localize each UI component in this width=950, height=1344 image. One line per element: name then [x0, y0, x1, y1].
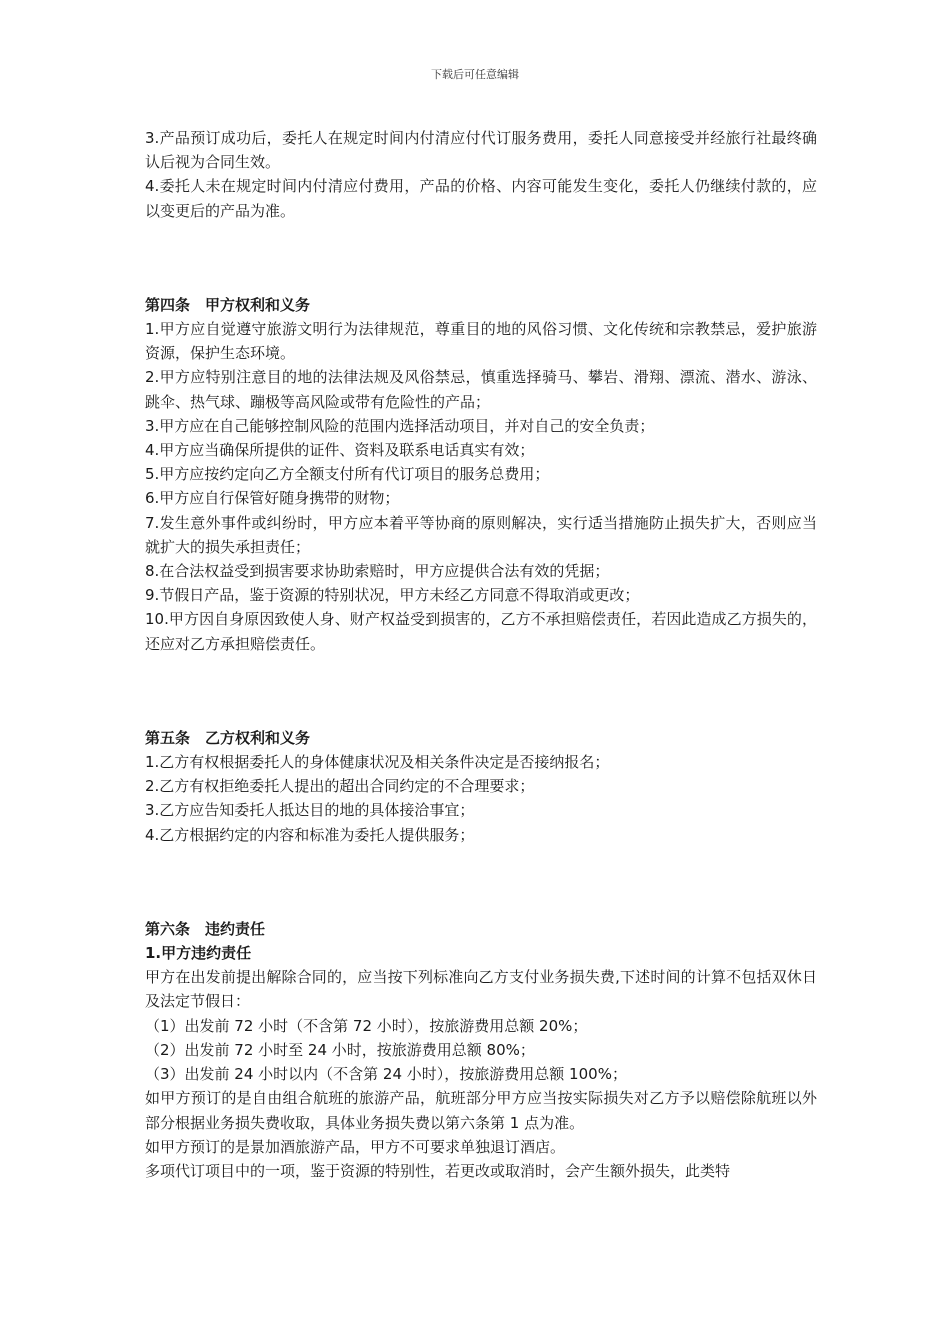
spacer [145, 223, 817, 293]
section-6-title: 第六条 违约责任 [145, 919, 266, 938]
document-body [145, 126, 817, 1183]
page-header-note: 下载后可任意编辑 [431, 68, 519, 81]
paragraph-3-3: 3.产品预订成功后，委托人在规定时间内付清应付代订服务费用，委托人同意接受并经旅行社最终确认后视为合同生效。 [145, 129, 817, 172]
section-4-item-5: 5.甲方应按约定向乙方全额支付所有代订项目的服务总费用； [145, 465, 550, 484]
section-6-item-3: （2）出发前 72 小时至 24 小时，按旅游费用总额 80%； [145, 1040, 535, 1059]
section-6-item-2: （1）出发前 72 小时（不含第 72 小时），按旅游费用总额 20%； [145, 1016, 588, 1035]
section-4-item-1: 1.甲方应自觉遵守旅游文明行为法律规范，尊重目的地的风俗习惯、文化传统和宗教禁忌，爱护旅游资源，保护生态环境。 [145, 320, 817, 363]
section-4-item-10: 10.甲方因自身原因致使人身、财产权益受到损害的，乙方不承担赔偿责任，若因此造成乙方损失的，还应对乙方承担赔偿责任。 [145, 610, 817, 653]
spacer [145, 847, 817, 917]
section-6-item-7: 多项代订项目中的一项，鉴于资源的特别性，若更改或取消时，会产生额外损失，此类特 [145, 1161, 731, 1180]
paragraph-3-4: 4.委托人未在规定时间内付清应付费用，产品的价格、内容可能发生变化，委托人仍继续付款的，应以变更后的产品为准。 [145, 177, 817, 220]
section-6-item-5: 如甲方预订的是自由组合航班的旅游产品，航班部分甲方应当按实际损失对乙方予以赔偿除航班以外部分根据业务损失费收取，具体业务损失费以第六条第 1 点为准。 [145, 1089, 817, 1132]
spacer [145, 656, 817, 726]
section-6-subtitle: 1.甲方违约责任 [145, 944, 252, 963]
section-6-item-4: （3）出发前 24 小时以内（不含第 24 小时），按旅游费用总额 100%； [145, 1065, 627, 1084]
section-5-item-4: 4.乙方根据约定的内容和标准为委托人提供服务； [145, 825, 475, 844]
section-6-item-6: 如甲方预订的是景加酒旅游产品，甲方不可要求单独退订酒店。 [145, 1137, 566, 1156]
section-6-item-1: 甲方在出发前提出解除合同的，应当按下列标准向乙方支付业务损失费,下述时间的计算不包括双休日及法定节假日： [145, 968, 817, 1011]
section-5-title: 第五条 乙方权利和义务 [145, 728, 311, 747]
section-4-item-9: 9.节假日产品，鉴于资源的特别状况，甲方未经乙方同意不得取消或更改； [145, 586, 640, 605]
section-4-item-7: 7.发生意外事件或纠纷时，甲方应本着平等协商的原则解决，实行适当措施防止损失扩大，否则应当就扩大的损失承担责任； [145, 513, 817, 556]
section-5-item-1: 1.乙方有权根据委托人的身体健康状况及相关条件决定是否接纳报名； [145, 753, 610, 772]
section-4-item-8: 8.在合法权益受到损害要求协助索赔时，甲方应提供合法有效的凭据； [145, 562, 610, 581]
section-4-item-4: 4.甲方应当确保所提供的证件、资料及联系电话真实有效； [145, 441, 535, 460]
section-5-item-3: 3.乙方应告知委托人抵达目的地的具体接洽事宜； [145, 801, 475, 820]
section-5-item-2: 2.乙方有权拒绝委托人提出的超出合同约定的不合理要求； [145, 777, 535, 796]
section-4-item-3: 3.甲方应在自己能够控制风险的范围内选择活动项目，并对自己的安全负责； [145, 416, 655, 435]
section-4-title: 第四条 甲方权利和义务 [145, 295, 311, 314]
section-4-item-2: 2.甲方应特别注意目的地的法律法规及风俗禁忌，慎重选择骑马、攀岩、滑翔、漂流、潜水、游泳、跳伞、热气球、蹦极等高风险或带有危险性的产品； [145, 368, 817, 411]
section-4-item-6: 6.甲方应自行保管好随身携带的财物； [145, 489, 400, 508]
